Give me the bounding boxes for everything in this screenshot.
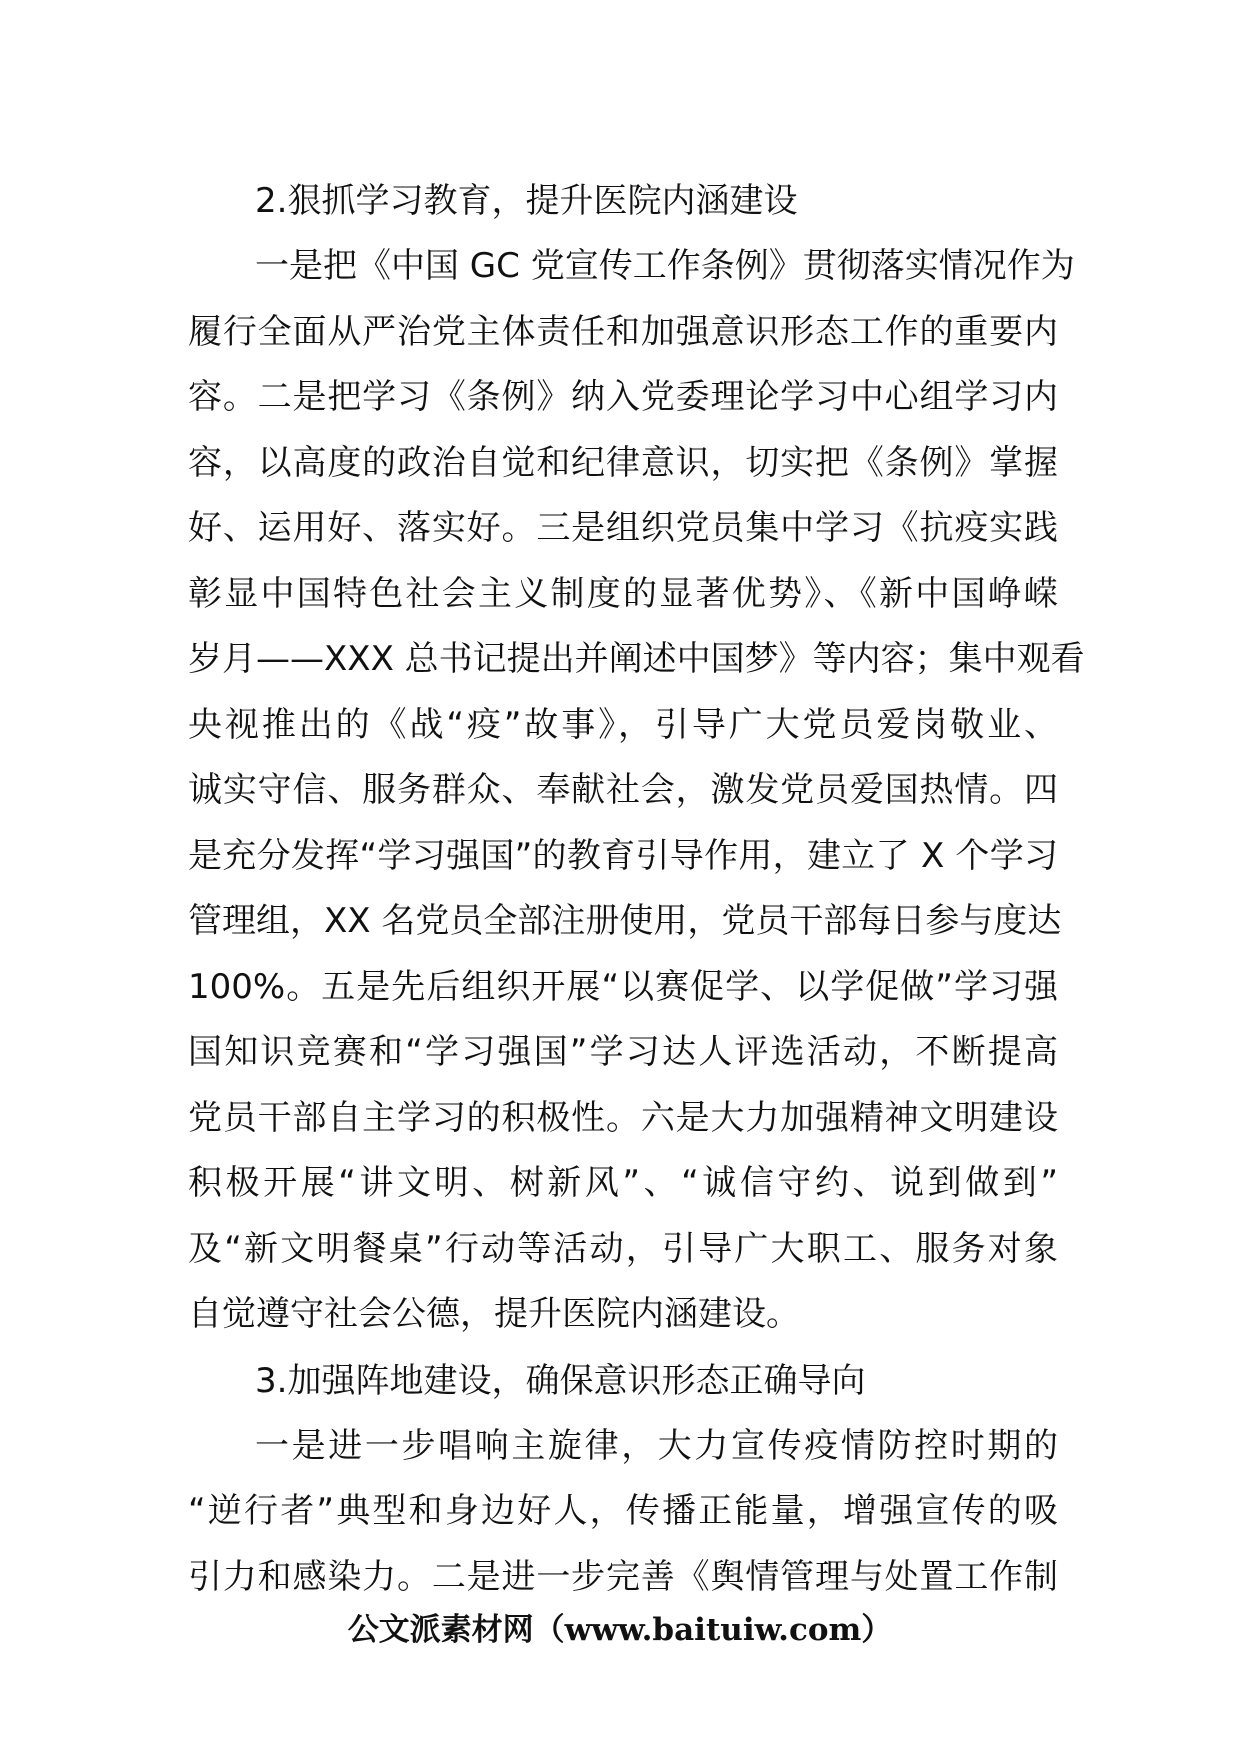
text-line: “逆行者”典型和身边好人，传播正能量，增强宣传的吸 bbox=[188, 1491, 1058, 1531]
text-line: 履行全面从严治党主体责任和加强意识形态工作的重要内 bbox=[188, 311, 1058, 352]
text-line: 岁月——XXX 总书记提出并阐述中国梦》等内容；集中观看 bbox=[188, 639, 1085, 679]
document-body bbox=[188, 168, 1085, 1610]
text-line: 国知识竞赛和“学习强国”学习达人评选活动，不断提高 bbox=[188, 1032, 1058, 1072]
section-position-building bbox=[188, 1348, 1058, 1611]
text-line: 是充分发挥“学习强国”的教育引导作用，建立了 X 个学习 bbox=[188, 835, 1058, 876]
section-heading: 3.加强阵地建设，确保意识形态正确导向 bbox=[255, 1360, 866, 1401]
text-line: 自觉遵守社会公德，提升医院内涵建设。 bbox=[188, 1294, 800, 1334]
text-line: 容，以高度的政治自觉和纪律意识，切实把《条例》掌握 bbox=[188, 442, 1058, 483]
text-line: 及“新文明餐桌”行动等活动，引导广大职工、服务对象 bbox=[188, 1228, 1058, 1269]
source-watermark-footer: 公文派素材网（www.baituiw.com） bbox=[347, 1612, 893, 1648]
text-line: 诚实守信、服务群众、奉献社会，激发党员爱国热情。四 bbox=[188, 770, 1058, 810]
text-line: 党员干部自主学习的积极性。六是大力加强精神文明建设 bbox=[188, 1097, 1058, 1138]
text-line: 彰显中国特色社会主义制度的显著优势》、《新中国峥嵘 bbox=[188, 573, 1058, 614]
text-line: 一是进一步唱响主旋律，大力宣传疫情防控时期的 bbox=[255, 1425, 1058, 1466]
text-line: 积极开展“讲文明、树新风”、“诚信守约、说到做到” bbox=[188, 1163, 1058, 1203]
text-line: 央视推出的《战“疫”故事》，引导广大党员爱岗敬业、 bbox=[188, 704, 1058, 745]
text-line: 引力和感染力。二是进一步完善《舆情管理与处置工作制 bbox=[188, 1556, 1058, 1597]
text-line: 一是把《中国 GC 党宣传工作条例》贯彻落实情况作为 bbox=[255, 246, 1075, 286]
text-line: 100%。五是先后组织开展“以赛促学、以学促做”学习强 bbox=[188, 966, 1058, 1007]
section-paragraph bbox=[188, 234, 1085, 1348]
text-line: 容。二是把学习《条例》纳入党委理论学习中心组学习内 bbox=[188, 377, 1058, 417]
section-learning-education bbox=[188, 168, 1085, 1348]
text-line: 管理组，XX 名党员全部注册使用，党员干部每日参与度达 bbox=[188, 901, 1062, 941]
text-line: 好、运用好、落实好。三是组织党员集中学习《抗疫实践 bbox=[188, 508, 1058, 548]
section-paragraph bbox=[188, 1414, 1058, 1611]
section-heading: 2.狠抓学习教育，提升医院内涵建设 bbox=[255, 181, 798, 221]
